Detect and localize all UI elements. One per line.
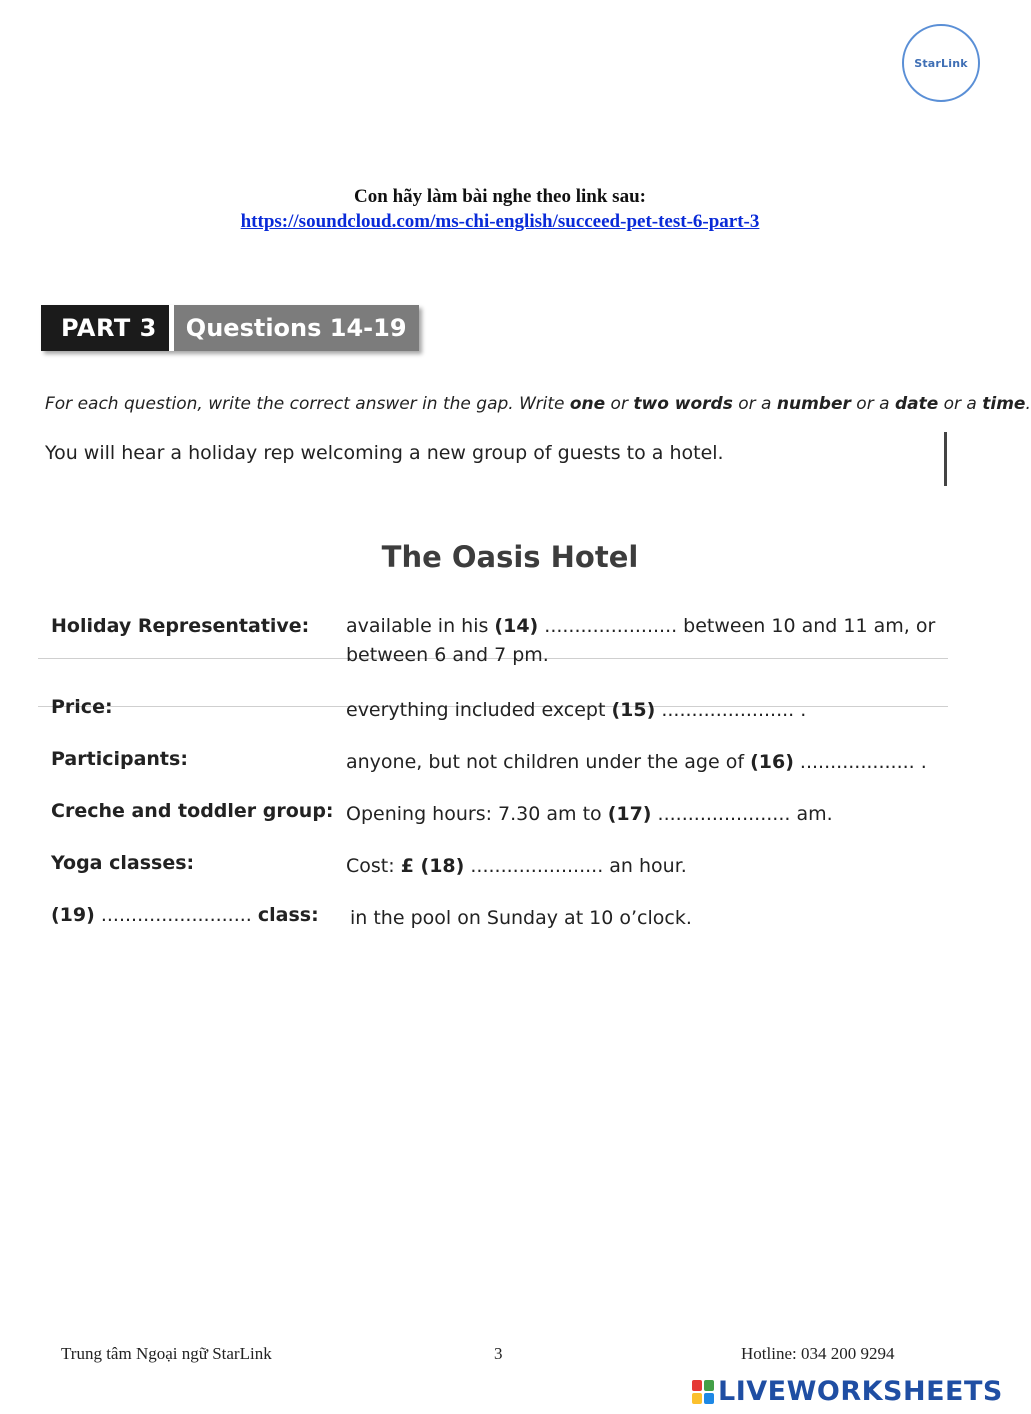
gap-19: (19) (51, 904, 95, 926)
gap-17: (17) (607, 803, 652, 825)
row-label: Price: (51, 696, 113, 718)
footer-page-number: 3 (494, 1344, 503, 1363)
liveworksheets-text: LIVEWORKSHEETS (718, 1376, 1003, 1407)
row-label: Yoga classes: (51, 852, 195, 874)
row-label: Holiday Representative: (51, 615, 310, 637)
gap-15: (15) (611, 699, 656, 721)
liveworksheets-brand (692, 1376, 1003, 1407)
part-banner (41, 305, 419, 351)
row-value: Cost: £ (18) ...................... an hour. (346, 855, 687, 877)
gap-14: (14) (494, 615, 539, 637)
liveworksheets-icon (692, 1380, 714, 1404)
questions-label: Questions 14-19 (174, 305, 419, 351)
starlink-logo (902, 24, 980, 102)
hotel-title: The Oasis Hotel (381, 540, 639, 574)
row-label: (19) ......................... class: (51, 904, 319, 926)
intro-text: Con hãy làm bài nghe theo link sau: (354, 186, 646, 207)
soundcloud-link[interactable]: https://soundcloud.com/ms-chi-english/succeed-pet-test-6-part-3 (240, 211, 760, 232)
instruction-text: For each question, write the correct answer in the gap. Write one or two words or a number or a date or a time. (45, 394, 1031, 414)
gap-18: £ (18) (400, 855, 465, 877)
row-value: everything included except (15) ...................... . (346, 699, 807, 721)
margin-bar (944, 432, 947, 486)
row-label: Participants: (51, 748, 188, 770)
footer-hotline: Hotline: 034 200 9294 (741, 1344, 895, 1363)
logo-text: StarLink (914, 56, 968, 70)
row-value: Opening hours: 7.30 am to (17) ...................... am. (346, 803, 833, 825)
context-text: You will hear a holiday rep welcoming a new group of guests to a hotel. (45, 442, 724, 464)
gap-16: (16) (750, 751, 794, 773)
part-label: PART 3 (41, 305, 169, 351)
row-value: anyone, but not children under the age of (16) ................... . (346, 751, 927, 773)
row-label: Creche and toddler group: (51, 800, 334, 822)
row-value: available in his (14) ...................... between 10 and 11 am, or between 6 and 7 pm. (346, 615, 936, 666)
footer-center-name: Trung tâm Ngoại ngữ StarLink (61, 1344, 272, 1363)
row-value: in the pool on Sunday at 10 o’clock. (350, 907, 692, 929)
